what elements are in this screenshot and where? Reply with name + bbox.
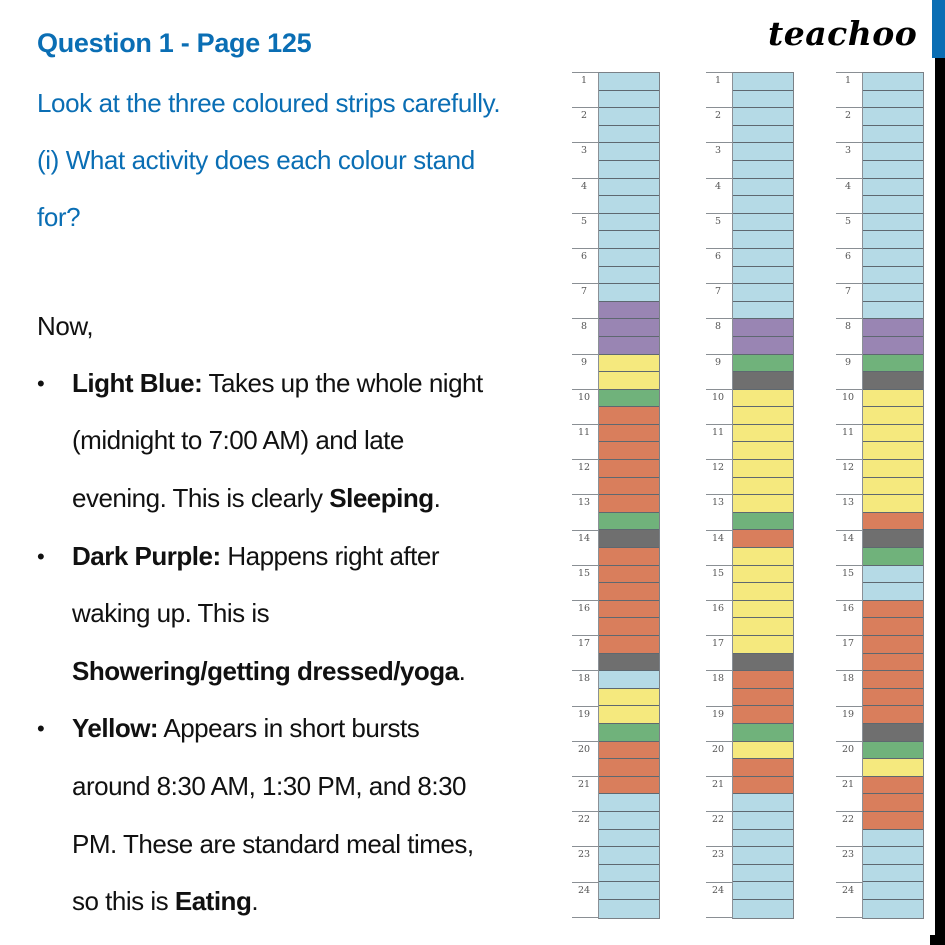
slot-gray <box>863 372 923 390</box>
hour-label: 23 <box>711 849 725 861</box>
hour-label: 4 <box>714 180 722 192</box>
slot-lightblue <box>863 900 923 918</box>
slot-orange <box>863 706 923 724</box>
slot-lightblue <box>863 73 923 91</box>
bullet-1-line-1 <box>72 368 483 399</box>
hour-label: 18 <box>841 673 855 685</box>
slot-lightblue <box>733 865 793 883</box>
hour-tick <box>836 917 864 918</box>
slot-orange <box>733 706 793 724</box>
slot-gray <box>733 654 793 672</box>
slot-orange <box>599 583 659 601</box>
slot-orange <box>733 777 793 795</box>
color-column <box>598 72 660 919</box>
hour-label: 20 <box>711 743 725 755</box>
hour-label: 13 <box>841 497 855 509</box>
slot-lightblue <box>863 126 923 144</box>
teachoo-logo: teachoo <box>768 14 918 53</box>
hour-label: 11 <box>577 427 591 438</box>
slot-orange <box>599 460 659 478</box>
slot-green <box>733 724 793 742</box>
slot-lightblue <box>733 108 793 126</box>
bullet-1-text: evening. This is clearly <box>72 483 330 513</box>
bullet-1-line-2: (midnight to 7:00 AM) and late <box>72 425 404 455</box>
hour-label: 10 <box>841 391 855 403</box>
slot-orange <box>733 689 793 707</box>
bullet-3-answer: Eating <box>174 886 252 916</box>
hour-label: 14 <box>711 532 725 544</box>
slot-lightblue <box>863 847 923 865</box>
hour-label: 8 <box>844 321 852 333</box>
slot-lightblue <box>863 108 923 126</box>
slot-lightblue <box>599 882 659 900</box>
slot-gray <box>863 724 923 742</box>
bullet-1-answer: Sleeping <box>329 483 434 513</box>
intro-text: Now, <box>37 311 94 341</box>
slot-green <box>733 513 793 531</box>
slot-orange <box>863 513 923 531</box>
slot-lightblue <box>599 249 659 267</box>
slot-lightblue <box>733 143 793 161</box>
hour-label: 14 <box>577 532 591 544</box>
accent-bar <box>932 0 945 58</box>
hour-label: 16 <box>711 603 725 614</box>
hour-label: 19 <box>577 708 591 720</box>
hour-label: 7 <box>714 286 722 298</box>
hour-label: 18 <box>711 673 725 685</box>
hour-label: 19 <box>841 708 855 720</box>
bullet-3-text: so this is <box>72 886 175 916</box>
slot-yellow <box>733 495 793 513</box>
slot-lightblue <box>733 830 793 848</box>
slot-lightblue <box>863 231 923 249</box>
slot-lightblue <box>863 830 923 848</box>
hour-label: 3 <box>714 145 722 157</box>
slot-yellow <box>863 407 923 425</box>
slot-lightblue <box>863 566 923 584</box>
edge-foot <box>930 935 945 945</box>
bullet-3-line-3: PM. These are standard meal times, <box>72 829 474 859</box>
hour-label: 16 <box>841 603 855 614</box>
slot-yellow <box>733 548 793 566</box>
bullet-3-text: Appears in short bursts <box>163 713 420 743</box>
slot-lightblue <box>599 812 659 830</box>
slot-yellow <box>599 689 659 707</box>
slot-lightblue <box>733 847 793 865</box>
slot-yellow <box>863 460 923 478</box>
slot-yellow <box>733 636 793 654</box>
slot-lightblue <box>599 143 659 161</box>
slot-orange <box>863 777 923 795</box>
hour-label: 1 <box>844 75 852 86</box>
hour-label: 6 <box>714 251 722 262</box>
slot-yellow <box>599 706 659 724</box>
hour-tick <box>706 917 734 918</box>
slot-lightblue <box>733 249 793 267</box>
slot-lightblue <box>733 267 793 285</box>
slot-purple <box>863 319 923 337</box>
slot-orange <box>733 759 793 777</box>
slot-lightblue <box>599 73 659 91</box>
slot-purple <box>599 319 659 337</box>
hour-label: 12 <box>841 462 855 474</box>
hour-label: 5 <box>714 215 722 227</box>
bullet-2-term: Dark Purple: <box>72 541 221 571</box>
slot-lightblue <box>733 882 793 900</box>
slot-orange <box>599 636 659 654</box>
slot-orange <box>863 654 923 672</box>
slot-green <box>599 724 659 742</box>
slot-yellow <box>863 425 923 443</box>
bullet-3-line-4 <box>72 886 258 917</box>
slot-yellow <box>733 618 793 636</box>
slot-lightblue <box>733 126 793 144</box>
question-line-3: for? <box>37 202 81 232</box>
hour-label: 19 <box>711 708 725 720</box>
period: . <box>458 656 466 686</box>
hour-label: 21 <box>577 779 591 790</box>
slot-lightblue <box>599 231 659 249</box>
hour-label: 20 <box>577 743 591 755</box>
slot-orange <box>599 495 659 513</box>
hour-label: 23 <box>577 849 591 861</box>
slot-lightblue <box>599 161 659 179</box>
hour-label: 11 <box>841 427 855 438</box>
question-line-2: (i) What activity does each colour stand <box>37 145 475 175</box>
slot-lightblue <box>733 179 793 197</box>
bullet-2-answer: Showering/getting dressed/yoga <box>72 656 459 686</box>
slot-lightblue <box>599 847 659 865</box>
hour-label: 4 <box>580 180 588 192</box>
slot-yellow <box>599 355 659 373</box>
hour-label: 17 <box>711 638 725 650</box>
hour-label: 12 <box>711 462 725 474</box>
bullet-2-line-3 <box>72 656 465 687</box>
slot-yellow <box>863 495 923 513</box>
slot-yellow <box>733 390 793 408</box>
hour-label: 10 <box>577 391 591 403</box>
hour-label: 2 <box>844 110 852 122</box>
slot-orange <box>599 742 659 760</box>
question-line-1: Look at the three coloured strips carefully. <box>37 88 501 118</box>
hour-label: 9 <box>844 356 852 368</box>
hour-label: 17 <box>577 638 591 650</box>
slot-lightblue <box>733 900 793 918</box>
period: . <box>433 483 441 513</box>
slot-purple <box>599 337 659 355</box>
slot-orange <box>599 777 659 795</box>
slot-orange <box>863 812 923 830</box>
bullet-marker: • <box>37 544 45 569</box>
slot-yellow <box>599 372 659 390</box>
hour-label: 24 <box>577 884 591 896</box>
hour-label: 12 <box>577 462 591 474</box>
slot-yellow <box>863 759 923 777</box>
slot-purple <box>863 337 923 355</box>
slot-lightblue <box>733 161 793 179</box>
hour-label: 11 <box>711 427 725 438</box>
hour-label: 2 <box>580 110 588 122</box>
hour-label: 6 <box>844 251 852 262</box>
bullet-3-line-1 <box>72 713 419 744</box>
bullet-marker: • <box>37 371 45 396</box>
slot-green <box>733 355 793 373</box>
slot-orange <box>733 530 793 548</box>
slot-yellow <box>733 460 793 478</box>
slot-yellow <box>863 442 923 460</box>
bullet-3-term: Yellow: <box>72 713 159 743</box>
bullet-1-text: Takes up the whole night <box>208 368 483 398</box>
edge-bar <box>935 58 945 935</box>
slot-lightblue <box>863 143 923 161</box>
slot-purple <box>599 302 659 320</box>
slot-lightblue <box>599 794 659 812</box>
slot-purple <box>733 319 793 337</box>
bullet-2-line-2: waking up. This is <box>72 598 270 628</box>
slot-yellow <box>863 478 923 496</box>
slot-yellow <box>733 478 793 496</box>
period: . <box>251 886 259 916</box>
slot-orange <box>863 601 923 619</box>
color-column <box>732 72 794 919</box>
hour-label: 15 <box>711 567 725 579</box>
hour-label: 9 <box>580 356 588 368</box>
hour-tick <box>572 917 600 918</box>
slot-orange <box>599 407 659 425</box>
bullet-3-line-2: around 8:30 AM, 1:30 PM, and 8:30 <box>72 771 467 801</box>
slot-lightblue <box>863 196 923 214</box>
slot-lightblue <box>863 302 923 320</box>
slot-yellow <box>733 601 793 619</box>
slot-orange <box>599 618 659 636</box>
hour-label: 22 <box>577 814 591 826</box>
slot-green <box>599 513 659 531</box>
slot-lightblue <box>863 267 923 285</box>
slot-lightblue <box>599 830 659 848</box>
hour-label: 23 <box>841 849 855 861</box>
slot-lightblue <box>599 671 659 689</box>
hour-label: 22 <box>711 814 725 826</box>
hour-label: 24 <box>711 884 725 896</box>
bullet-2-line-1 <box>72 541 439 572</box>
hour-label: 10 <box>711 391 725 403</box>
hour-label: 21 <box>711 779 725 790</box>
slot-lightblue <box>599 900 659 918</box>
slot-orange <box>863 671 923 689</box>
hour-label: 4 <box>844 180 852 192</box>
slot-lightblue <box>733 91 793 109</box>
hour-label: 6 <box>580 251 588 262</box>
slot-orange <box>863 636 923 654</box>
slot-lightblue <box>863 865 923 883</box>
slot-green <box>599 390 659 408</box>
hour-label: 13 <box>577 497 591 509</box>
slot-lightblue <box>733 73 793 91</box>
hour-label: 24 <box>841 884 855 896</box>
slot-lightblue <box>863 214 923 232</box>
slot-lightblue <box>599 865 659 883</box>
hour-label: 15 <box>577 567 591 579</box>
slot-lightblue <box>863 249 923 267</box>
slot-lightblue <box>599 126 659 144</box>
slot-lightblue <box>863 882 923 900</box>
hour-label: 3 <box>844 145 852 157</box>
slot-yellow <box>733 583 793 601</box>
slot-orange <box>863 618 923 636</box>
hour-label: 9 <box>714 356 722 368</box>
slot-orange <box>599 548 659 566</box>
slot-gray <box>863 530 923 548</box>
hour-label: 15 <box>841 567 855 579</box>
hour-label: 2 <box>714 110 722 122</box>
slot-lightblue <box>599 214 659 232</box>
slot-green <box>863 742 923 760</box>
slot-green <box>863 548 923 566</box>
slot-orange <box>599 759 659 777</box>
slot-lightblue <box>863 284 923 302</box>
slot-lightblue <box>599 196 659 214</box>
slot-lightblue <box>733 302 793 320</box>
hour-label: 5 <box>580 215 588 227</box>
hour-label: 21 <box>841 779 855 790</box>
slot-orange <box>599 425 659 443</box>
slot-yellow <box>733 442 793 460</box>
slot-yellow <box>733 742 793 760</box>
hour-label: 5 <box>844 215 852 227</box>
hour-label: 22 <box>841 814 855 826</box>
bullet-1-term: Light Blue: <box>72 368 203 398</box>
slot-lightblue <box>599 91 659 109</box>
slot-gray <box>599 654 659 672</box>
slot-lightblue <box>599 267 659 285</box>
slot-lightblue <box>733 812 793 830</box>
slot-lightblue <box>733 284 793 302</box>
slot-lightblue <box>599 108 659 126</box>
hour-label: 3 <box>580 145 588 157</box>
slot-lightblue <box>863 161 923 179</box>
slot-orange <box>599 566 659 584</box>
hour-label: 1 <box>580 75 588 86</box>
hour-label: 17 <box>841 638 855 650</box>
hour-label: 16 <box>577 603 591 614</box>
hour-label: 7 <box>580 286 588 298</box>
slot-yellow <box>733 425 793 443</box>
slot-orange <box>599 478 659 496</box>
hour-label: 8 <box>580 321 588 333</box>
slot-lightblue <box>733 794 793 812</box>
slot-orange <box>599 442 659 460</box>
slot-orange <box>863 689 923 707</box>
hour-label: 8 <box>714 321 722 333</box>
slot-lightblue <box>863 91 923 109</box>
color-column <box>862 72 924 919</box>
slot-orange <box>863 794 923 812</box>
slot-orange <box>599 601 659 619</box>
slot-green <box>863 355 923 373</box>
slot-gray <box>733 372 793 390</box>
slot-lightblue <box>733 214 793 232</box>
page-title: Question 1 - Page 125 <box>37 28 312 58</box>
slot-yellow <box>863 390 923 408</box>
slot-lightblue <box>863 583 923 601</box>
slot-lightblue <box>599 179 659 197</box>
slot-orange <box>733 671 793 689</box>
bullet-1-line-3 <box>72 483 440 514</box>
slot-lightblue <box>733 196 793 214</box>
bullet-marker: • <box>37 716 45 741</box>
slot-lightblue <box>733 231 793 249</box>
slot-lightblue <box>863 179 923 197</box>
hour-label: 20 <box>841 743 855 755</box>
hour-label: 1 <box>714 75 722 86</box>
slot-yellow <box>733 407 793 425</box>
hour-label: 7 <box>844 286 852 298</box>
hour-label: 13 <box>711 497 725 509</box>
hour-label: 18 <box>577 673 591 685</box>
bullet-2-text: Happens right after <box>227 541 439 571</box>
slot-gray <box>599 530 659 548</box>
slot-lightblue <box>599 284 659 302</box>
hour-label: 14 <box>841 532 855 544</box>
slot-purple <box>733 337 793 355</box>
slot-yellow <box>733 566 793 584</box>
